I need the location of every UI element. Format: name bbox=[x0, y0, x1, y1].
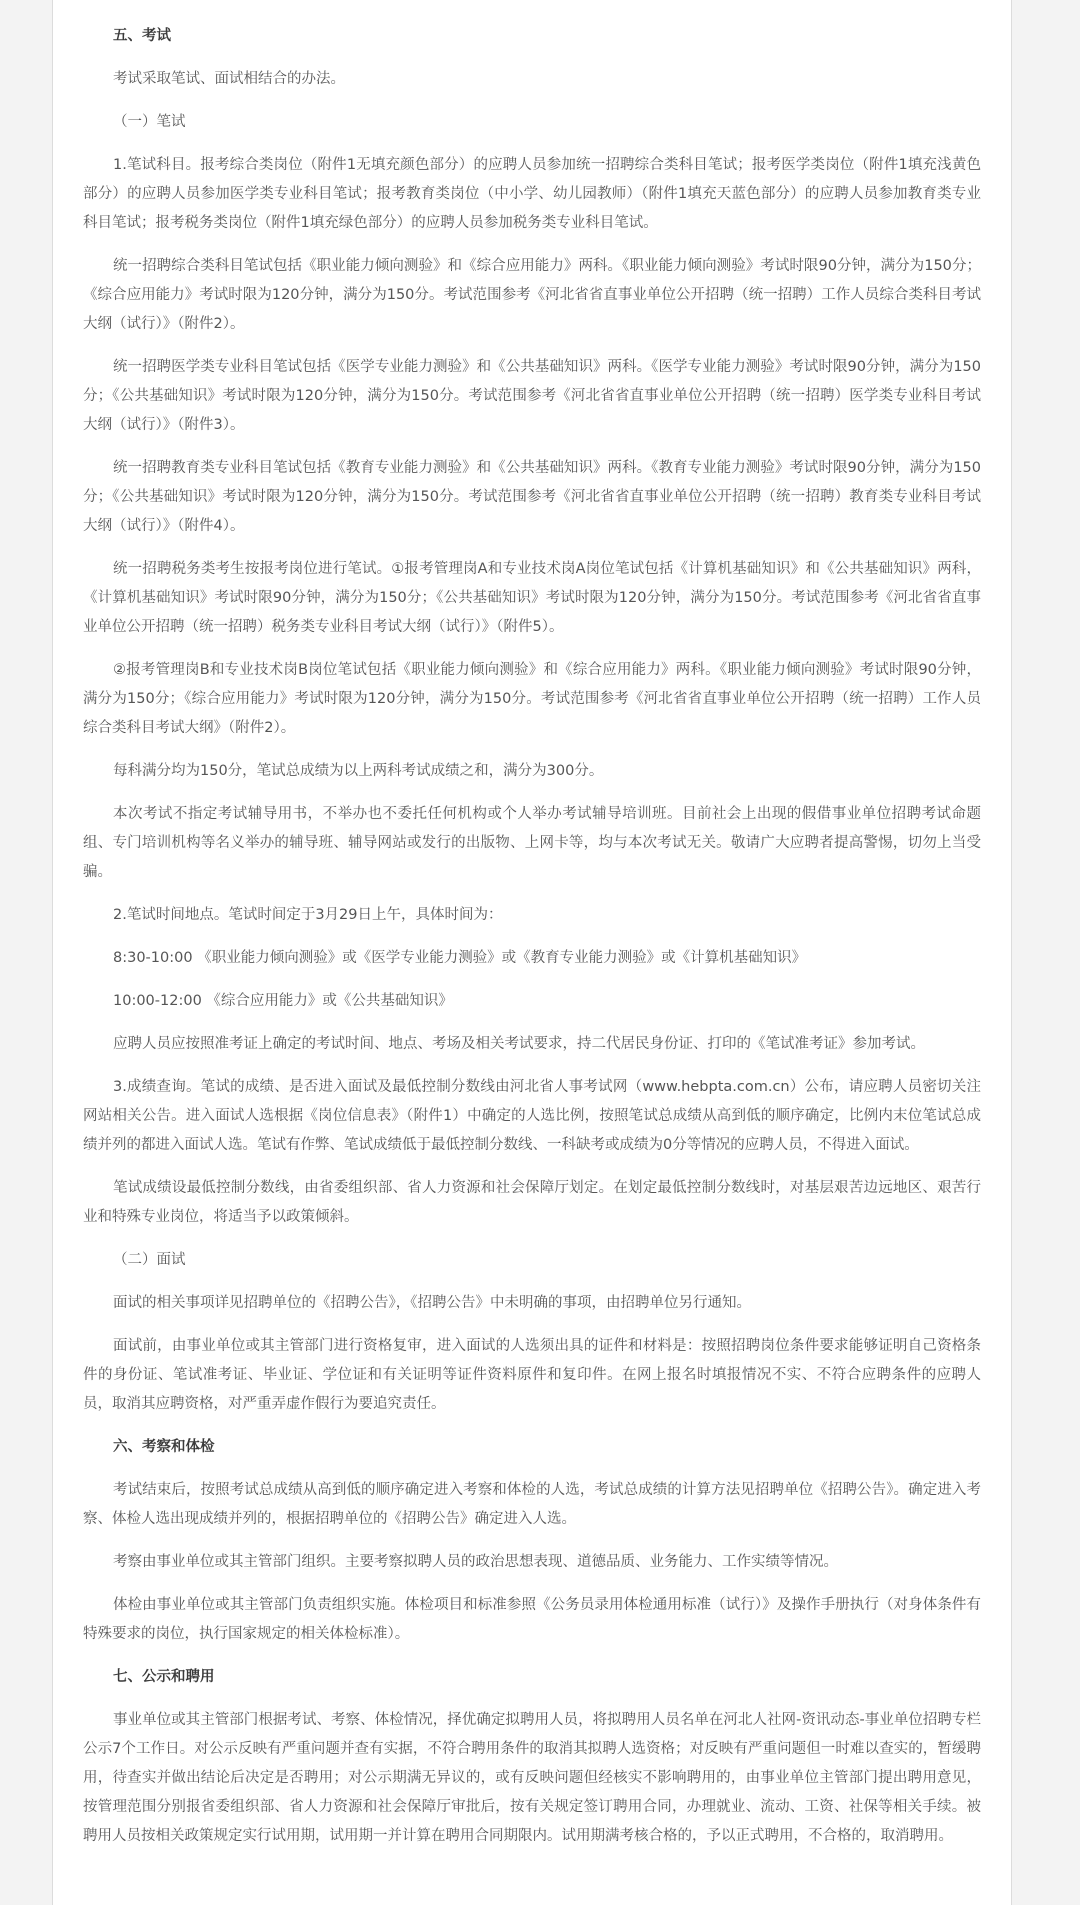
paragraph: 面试的相关事项详见招聘单位的《招聘公告》，《招聘公告》中未明确的事项，由招聘单位另行通知。 bbox=[113, 1295, 751, 1311]
paragraph: 3.成绩查询。笔试的成绩、是否进入面试及最低控制分数线由河北省人事考试网（www.hebpta.com.cn）公布，请应聘人员密切关注网站相关公告。进入面试人选根据《岗位信息表》（附件1）中确定的人选比例，按照笔试总成绩从高到低的顺序确定，比例内末位笔试总成绩并列的都进入面试人选。笔试有作弊、笔试成绩低于最低控制分数线、一科缺考或成绩为0分等情况的应聘人员，不得进入面试。 bbox=[83, 1079, 981, 1153]
subsection-heading: （二）面试 bbox=[113, 1252, 186, 1268]
paragraph: 考试采取笔试、面试相结合的办法。 bbox=[113, 71, 345, 87]
paragraph: 每科满分均为150分，笔试总成绩为以上两科考试成绩之和，满分为300分。 bbox=[113, 763, 604, 779]
paragraph: 笔试成绩设最低控制分数线，由省委组织部、省人力资源和社会保障厅划定。在划定最低控制分数线时，对基层艰苦边远地区、艰苦行业和特殊专业岗位，将适当予以政策倾斜。 bbox=[83, 1180, 981, 1225]
paragraph: 事业单位或其主管部门根据考试、考察、体检情况，择优确定拟聘用人员，将拟聘用人员名单在河北人社网-资讯动态-事业单位招聘专栏公示7个工作日。对公示反映有严重问题并查有实据，不符合聘用条件的取消其拟聘人选资格；对反映有严重问题但一时难以查实的，暂缓聘用，待查实并做出结论后决定是否聘用；对公示期满无异议的，或有反映问题但经核实不影响聘用的，由事业单位主管部门提出聘用意见，按管理范围分别报省委组织部、省人力资源和社会保障厅审批后，按有关规定签订聘用合同，办理就业、流动、工资、社保等相关手续。被聘用人员按相关政策规定实行试用期，试用期一并计算在聘用合同期限内。试用期满考核合格的，予以正式聘用，不合格的，取消聘用。 bbox=[83, 1712, 981, 1844]
article-page bbox=[52, 0, 1012, 1905]
paragraph: 体检由事业单位或其主管部门负责组织实施。体检项目和标准参照《公务员录用体检通用标准（试行）》及操作手册执行（对身体条件有特殊要求的岗位，执行国家规定的相关体检标准）。 bbox=[83, 1597, 981, 1642]
subsection-heading: （一）笔试 bbox=[113, 114, 186, 130]
paragraph: 2.笔试时间地点。笔试时间定于3月29日上午，具体时间为： bbox=[113, 907, 503, 923]
paragraph: 8:30-10:00 《职业能力倾向测验》或《医学专业能力测验》或《教育专业能力测验》或《计算机基础知识》 bbox=[113, 950, 807, 966]
paragraph: 统一招聘税务类考生按报考岗位进行笔试。①报考管理岗A和专业技术岗A岗位笔试包括《计算机基础知识》和《公共基础知识》两科，《计算机基础知识》考试时限90分钟，满分为150分；《公共基础知识》考试时限为120分钟，满分为150分。考试范围参考《河北省省直事业单位公开招聘（统一招聘）税务类专业科目考试大纲（试行）》（附件5）。 bbox=[83, 561, 981, 635]
paragraph: 考试结束后，按照考试总成绩从高到低的顺序确定进入考察和体检的人选，考试总成绩的计算方法见招聘单位《招聘公告》。确定进入考察、体检人选出现成绩并列的，根据招聘单位的《招聘公告》确定进入人选。 bbox=[83, 1482, 981, 1527]
section-heading: 六、考察和体检 bbox=[113, 1439, 215, 1455]
section-heading: 五、考试 bbox=[113, 28, 171, 44]
paragraph: 考察由事业单位或其主管部门组织。主要考察拟聘人员的政治思想表现、道德品质、业务能力、工作实绩等情况。 bbox=[113, 1554, 838, 1570]
paragraph: 统一招聘医学类专业科目笔试包括《医学专业能力测验》和《公共基础知识》两科。《医学专业能力测验》考试时限90分钟，满分为150分；《公共基础知识》考试时限为120分钟，满分为150分。考试范围参考《河北省省直事业单位公开招聘（统一招聘）医学类专业科目考试大纲（试行）》（附件3）。 bbox=[83, 359, 981, 433]
paragraph: 面试前，由事业单位或其主管部门进行资格复审，进入面试的人选须出具的证件和材料是：按照招聘岗位条件要求能够证明自己资格条件的身份证、笔试准考证、毕业证、学位证和有关证明等证件资料原件和复印件。在网上报名时填报情况不实、不符合应聘条件的应聘人员，取消其应聘资格，对严重弄虚作假行为要追究责任。 bbox=[83, 1338, 981, 1412]
paragraph: 应聘人员应按照准考证上确定的考试时间、地点、考场及相关考试要求，持二代居民身份证、打印的《笔试准考证》参加考试。 bbox=[113, 1036, 925, 1052]
paragraph: 10:00-12:00 《综合应用能力》或《公共基础知识》 bbox=[113, 993, 453, 1009]
paragraph: ②报考管理岗B和专业技术岗B岗位笔试包括《职业能力倾向测验》和《综合应用能力》两科。《职业能力倾向测验》考试时限90分钟，满分为150分；《综合应用能力》考试时限为120分钟，满分为150分。考试范围参考《河北省省直事业单位公开招聘（统一招聘）工作人员综合类科目考试大纲》（附件2）。 bbox=[83, 662, 981, 736]
article-content bbox=[53, 22, 1011, 1851]
paragraph: 1.笔试科目。报考综合类岗位（附件1无填充颜色部分）的应聘人员参加统一招聘综合类科目笔试；报考医学类岗位（附件1填充浅黄色部分）的应聘人员参加医学类专业科目笔试；报考教育类岗位（中小学、幼儿园教师）（附件1填充天蓝色部分）的应聘人员参加教育类专业科目笔试；报考税务类岗位（附件1填充绿色部分）的应聘人员参加税务类专业科目笔试。 bbox=[83, 157, 981, 231]
paragraph: 统一招聘教育类专业科目笔试包括《教育专业能力测验》和《公共基础知识》两科。《教育专业能力测验》考试时限90分钟，满分为150分；《公共基础知识》考试时限为120分钟，满分为150分。考试范围参考《河北省省直事业单位公开招聘（统一招聘）教育类专业科目考试大纲（试行）》（附件4）。 bbox=[83, 460, 981, 534]
section-heading: 七、公示和聘用 bbox=[113, 1669, 215, 1685]
paragraph: 统一招聘综合类科目笔试包括《职业能力倾向测验》和《综合应用能力》两科。《职业能力倾向测验》考试时限90分钟，满分为150分；《综合应用能力》考试时限为120分钟，满分为150分。考试范围参考《河北省省直事业单位公开招聘（统一招聘）工作人员综合类科目考试大纲（试行）》（附件2）。 bbox=[83, 258, 981, 332]
paragraph: 本次考试不指定考试辅导用书，不举办也不委托任何机构或个人举办考试辅导培训班。目前社会上出现的假借事业单位招聘考试命题组、专门培训机构等名义举办的辅导班、辅导网站或发行的出版物、上网卡等，均与本次考试无关。敬请广大应聘者提高警惕，切勿上当受骗。 bbox=[83, 806, 981, 880]
